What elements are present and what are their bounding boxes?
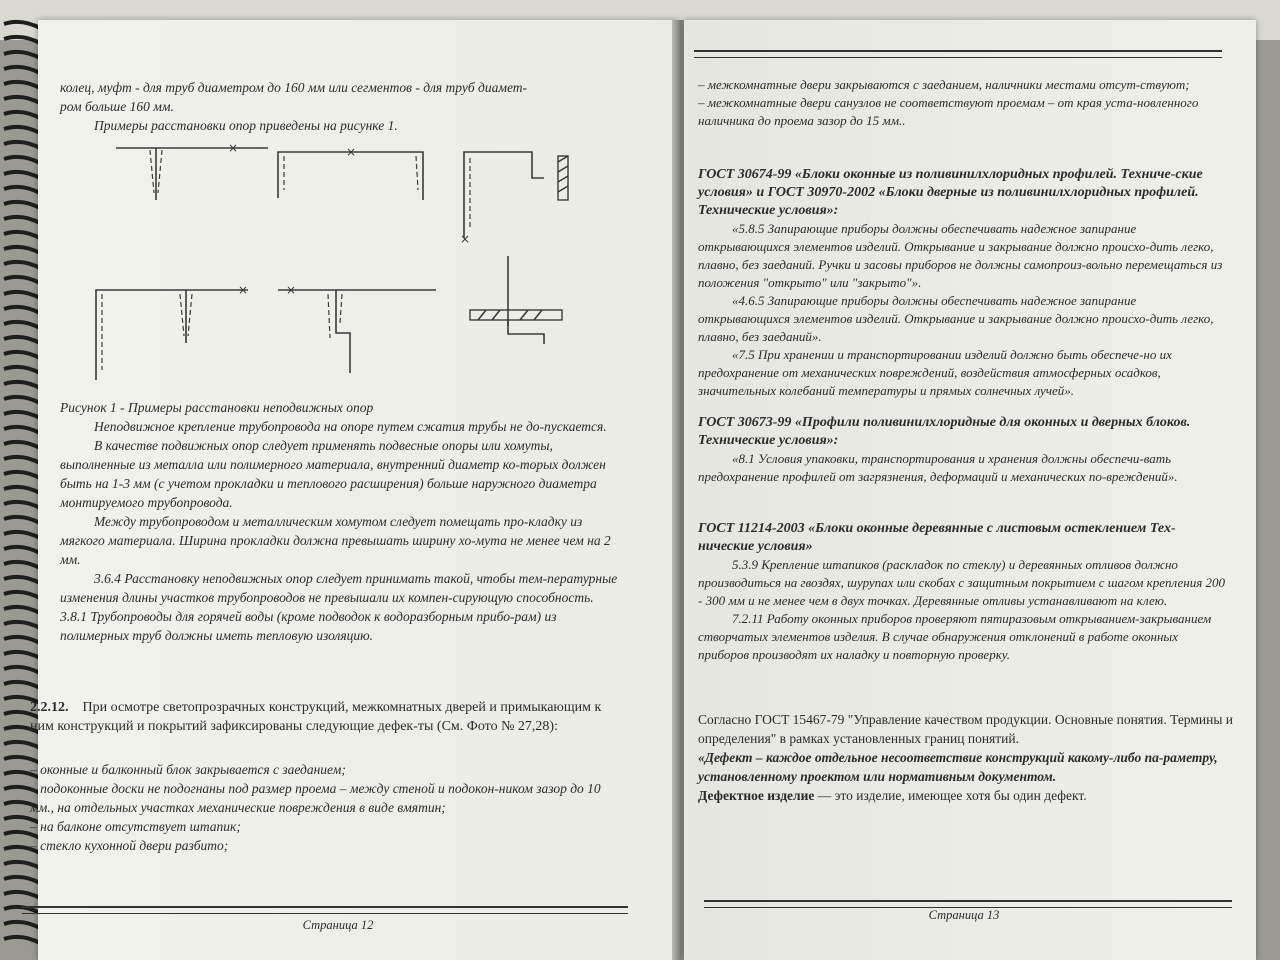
support-diagram-1 <box>116 141 268 200</box>
left-line-1: колец, муфт - для труб диаметром до 160 мм или сегментов - для труб диамет- <box>60 80 528 95</box>
binding-coil <box>4 82 42 89</box>
page-number-13: Страница 13 <box>928 908 1000 922</box>
binding-coil <box>4 337 42 344</box>
page-12 <box>30 20 678 960</box>
binding-coil <box>4 412 42 419</box>
defect-item: – на балконе отсутствует штапик; <box>30 819 241 834</box>
gost-quote: «7.5 При хранении и транспортировании изделий должно быть обеспече-но их предохранение от механических повреждений, воздействия атмосферных осадков, значительных колебаний температуры и прямых солнечных лучей». <box>698 347 1172 398</box>
figure-1-support-layouts <box>38 138 638 368</box>
support-diagram-4 <box>96 283 248 380</box>
binding-coil <box>4 157 42 164</box>
binding-coil <box>4 247 42 254</box>
binding-coil <box>4 367 42 374</box>
left-paragraph-3: Между трубопроводом и металлическим хомутом следует помещать про-кладку из мягкого материала. Ширина прокладки должна превышать ширину хо-мута не менее чем на 2 мм. <box>60 514 611 567</box>
binding-coil <box>4 397 42 404</box>
defect-item: – подоконные доски не подогнаны под размер проема – между стеной и подокон-ником зазор до 10 мм., на отдельных участках механические повреждения в виде вмятин; <box>30 781 601 815</box>
binding-coil <box>4 307 42 314</box>
defect-definition: «Дефект – каждое отдельное несоответствие конструкций какому-либо па-раметру, установленному проектом или нормативным документом. <box>698 750 1218 784</box>
fixed-support-mark: × <box>228 141 239 155</box>
binding-coil <box>4 742 42 749</box>
binding-coil <box>4 577 42 584</box>
binding-coil <box>4 277 42 284</box>
section-2-2-12 <box>30 698 625 736</box>
binding-coil <box>4 877 42 884</box>
defective-item-text: — это изделие, имеющее хотя бы один дефект. <box>814 788 1087 803</box>
defective-item-term: Дефектное изделие <box>698 788 815 803</box>
binding-coil <box>4 67 42 74</box>
binding-coil <box>4 142 42 149</box>
left-paragraph-2: В качестве подвижных опор следует применять подвесные опоры или хомуты, выполненные из металла или полимерного материала, внутренний диаметр ко-торых должен быть на 1-3 мм (с учетом прокладки и теплового расширения) больше наружного диаметра монтируемого трубопровода. <box>60 438 606 510</box>
section-text: При осмотре светопрозрачных конструкций, межкомнатных дверей и примыкающим к ним конструкций и покрытий зафиксированы следующие дефек-ты (См. Фото № 27,28): <box>30 700 602 734</box>
binding-coil <box>4 427 42 434</box>
binding-coil <box>4 592 42 599</box>
support-diagram-3 <box>460 152 568 246</box>
binding-coil <box>4 532 42 539</box>
gost-quote: «5.8.5 Запирающие приборы должны обеспечивать надежное запирание открывающихся элементов изделий. Открывание и закрывание должно происхо-дить легко, плавно, без заеданий. Ручки и засовы приборов не должны самопроиз-вольно перемещаться из положения "открыто" или "закрыто"». <box>698 221 1223 290</box>
binding-coil <box>4 37 42 44</box>
binding-coil <box>4 202 42 209</box>
binding-coil <box>4 22 42 29</box>
binding-coil <box>4 487 42 494</box>
binding-coil <box>4 892 42 899</box>
footer-rule <box>22 906 628 914</box>
fixed-support-mark: × <box>346 145 357 159</box>
binding-coil <box>4 97 42 104</box>
gost-item: 5.3.9 Крепление штапиков (раскладок по стеклу) и деревянных отливов должно производиться на гвоздях, шурупах или скобах с защитным покрытием с шагом крепления 200 - 300 мм и не менее чем в двух точках. Деревянные отливы устанавливают на клею. <box>698 557 1226 608</box>
right-top-line: – межкомнатные двери санузлов не соответствуют проемам – от края уста-новленного наличника до проема зазор до 15 мм.. <box>698 95 1199 128</box>
left-paragraph-5: 3.8.1 Трубопроводы для горячей воды (кроме подводок к водоразборным прибо-рам) из полимерных труб должны иметь тепловую изоляцию. <box>60 609 557 643</box>
binding-coil <box>4 637 42 644</box>
binding-coil <box>4 562 42 569</box>
binding-coil <box>4 457 42 464</box>
gost-15467-block <box>698 710 1236 805</box>
binding-coil <box>4 607 42 614</box>
figure-intro: Примеры расстановки опор приведены на рисунке 1. <box>94 118 398 133</box>
binding-coil <box>4 937 42 944</box>
binding-coil <box>4 352 42 359</box>
binding-coil <box>4 862 42 869</box>
binding-coil <box>4 217 42 224</box>
gost-quote: «4.6.5 Запирающие приборы должны обеспечивать надежное запирание открывающихся элементов изделий. Открывание и закрывание должно происхо-дить легко, плавно, без заеданий». <box>698 293 1214 344</box>
support-diagram-6 <box>470 256 562 344</box>
binding-coil <box>4 517 42 524</box>
gost-item: 7.2.11 Работу оконных приборов проверяют пятиразовым открыванием-закрыванием створчатых элементов изделия. В случае обнаружения отклонений в работе оконных приборов производят их наладку и повторную проверку. <box>698 611 1212 662</box>
gost-30673-heading: ГОСТ 30673-99 «Профили поливинилхлоридные для оконных и дверных блоков. Технические условия»: <box>698 415 1191 448</box>
fixed-support-mark: × <box>460 232 471 246</box>
footer-rule <box>704 900 1232 908</box>
gost-quote: «8.1 Условия упаковки, транспортирования и хранения должны обеспечи-вать предохранение профилей от загрязнения, деформаций и механических по-вреждений». <box>698 451 1178 484</box>
defects-list <box>30 760 625 855</box>
gost-11214-heading: ГОСТ 11214-2003 «Блоки оконные деревянные с листовым остеклением Тех-нические условия» <box>698 521 1176 554</box>
gost-15467-intro: Согласно ГОСТ 15467-79 "Управление качеством продукции. Основные понятия. Термины и определения" в рамках установленных границ понятий. <box>698 712 1234 746</box>
binding-coil <box>4 262 42 269</box>
defect-item: – стекло кухонной двери разбито; <box>30 838 229 853</box>
left-line-2: ром больше 160 мм. <box>60 99 174 114</box>
binding-coil <box>4 52 42 59</box>
binding-coil <box>4 622 42 629</box>
defect-item: – оконные и балконный блок закрывается с заеданием; <box>30 762 346 777</box>
binding-coil <box>4 382 42 389</box>
right-top-line: – межкомнатные двери закрываются с заеданием, наличники местами отсут-ствуют; <box>698 77 1190 92</box>
section-number: 2.2.12. <box>30 700 69 715</box>
gost-30674-heading: ГОСТ 30674-99 «Блоки оконные из поливинилхлоридных профилей. Техниче-ские условия» и ГОСТ 30970-2002 «Блоки дверные из поливинилхлоридных профилей. Технические условия»: <box>698 167 1203 218</box>
left-body <box>60 398 625 645</box>
binding-coil <box>4 127 42 134</box>
binding-coil <box>4 442 42 449</box>
binding-coil <box>4 172 42 179</box>
support-diagram-5 <box>278 283 436 373</box>
binding-coil <box>4 292 42 299</box>
left-paragraph-1: Неподвижное крепление трубопровода на опоре путем сжатия трубы не до-пускается. <box>94 419 607 434</box>
binding-coil <box>4 112 42 119</box>
binding-coil <box>4 502 42 509</box>
figure-caption: Рисунок 1 - Примеры расстановки неподвижных опор <box>60 400 374 415</box>
left-top-text <box>60 78 620 135</box>
binding-coil <box>4 667 42 674</box>
gost-30674-block <box>698 166 1230 400</box>
right-top-text <box>698 76 1230 130</box>
gost-11214-block <box>698 520 1230 664</box>
binding-coil <box>4 682 42 689</box>
gost-30673-block <box>698 414 1230 486</box>
page-number-12: Страница 12 <box>302 918 374 932</box>
left-paragraph-4: 3.6.4 Расстановку неподвижных опор следует принимать такой, чтобы тем-пературные изменения длины участков трубопроводов не превышали их компен-сирующую способность. <box>60 571 618 605</box>
binding-coil <box>4 187 42 194</box>
binding-coil <box>4 232 42 239</box>
page-13 <box>684 20 1256 960</box>
fixed-support-mark: × <box>238 283 249 297</box>
binding-coil <box>4 922 42 929</box>
fixed-support-mark: × <box>286 283 297 297</box>
support-diagram-2 <box>278 145 423 200</box>
binding-coil <box>4 472 42 479</box>
binding-coil <box>4 652 42 659</box>
binding-coil <box>4 322 42 329</box>
header-rule <box>694 50 1222 58</box>
binding-coil <box>4 547 42 554</box>
